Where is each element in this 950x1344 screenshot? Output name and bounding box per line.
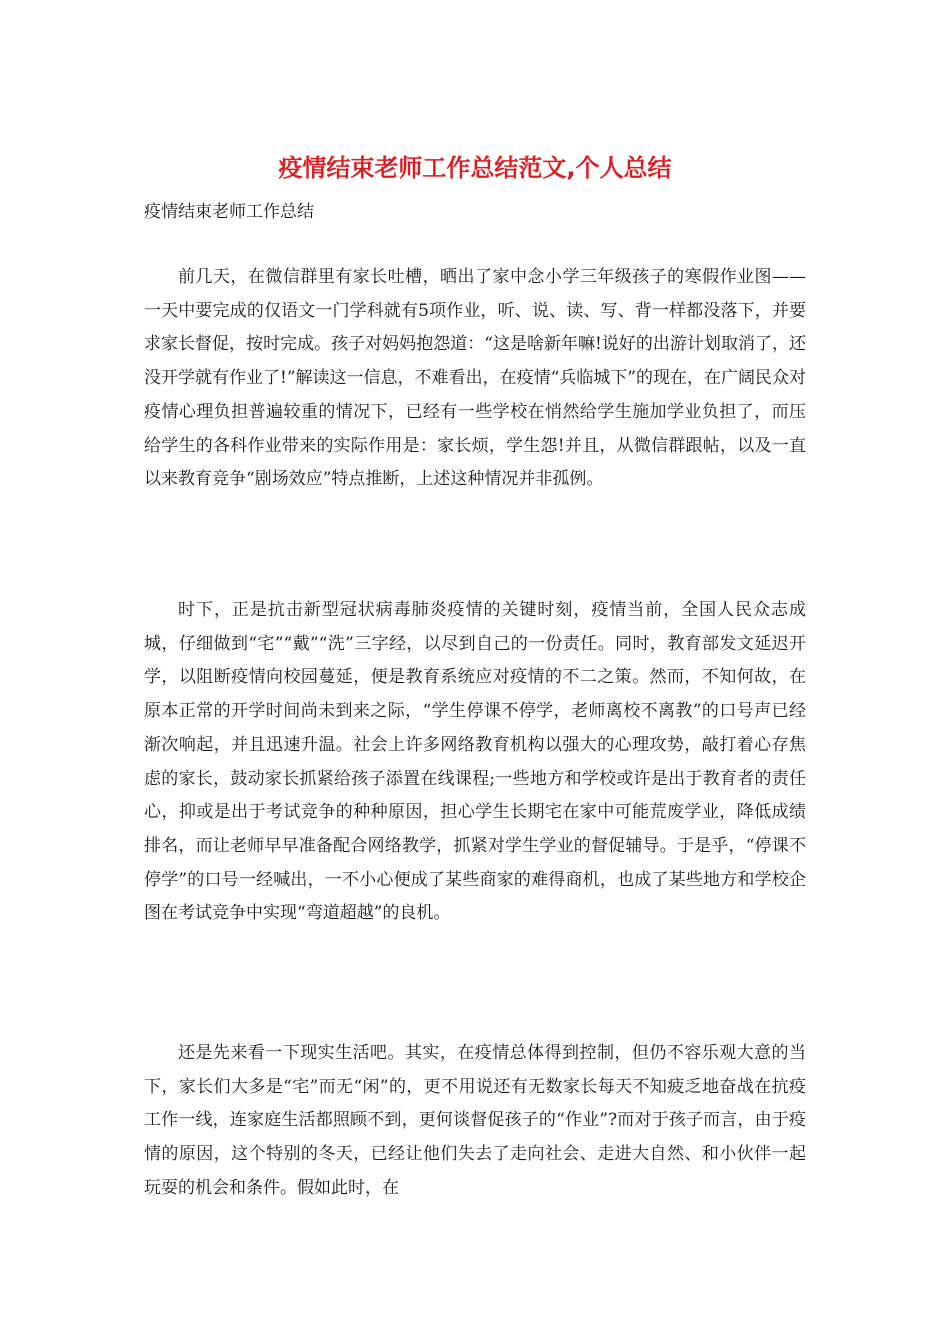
document-subtitle: 疫情结束老师工作总结 [144,202,314,222]
paragraph-2: 时下，正是抗击新型冠状病毒肺炎疫情的关键时刻，疫情当前，全国人民众志成城，仔细做到“宅”“戴”“洗”三字经，以尽到自己的一份责任。同时，教育部发文延迟开学，以阻断疫情向校园蔓延，便是教育系统应对疫情的不二之策。然而，不知何故，在原本正常的开学时间尚未到来之际，“学生停课不停学，老师离校不离教”的口号声已经渐次响起，并且迅速升温。社会上许多网络教育机构以强大的心理攻势，敲打着心存焦虑的家长，鼓动家长抓紧给孩子添置在线课程;一些地方和学校或许是出于教育者的责任心，抑或是出于考试竞争的种种原因，担心学生长期宅在家中可能荒废学业，降低成绩排名，而让老师早早准备配合网络教学，抓紧对学生学业的督促辅导。于是乎，“停课不停学”的口号一经喊出，一不小心便成了某些商家的难得商机，也成了某些地方和学校企图在考试竞争中实现“弯道超越”的良机。 [144,600,806,924]
document-title: 疫情结束老师工作总结范文,个人总结 [278,154,672,182]
paragraph-3: 还是先来看一下现实生活吧。其实，在疫情总体得到控制，但仍不容乐观大意的当下，家长们大多是“宅”而无“闲”的，更不用说还有无数家长每天不知疲乏地奋战在抗疫工作一线，连家庭生活都照顾不到，更何谈督促孩子的“作业”?而对于孩子而言，由于疫情的原因，这个特别的冬天，已经让他们失去了走向社会、走进大自然、和小伙伴一起玩耍的机会和条件。假如此时，在 [144,1043,806,1198]
paragraph-1: 前几天，在微信群里有家长吐槽，晒出了家中念小学三年级孩子的寒假作业图——一天中要完成的仅语文一门学科就有5项作业，听、说、读、写、背一样都没落下，并要求家长督促，按时完成。孩子对妈妈抱怨道：“这是啥新年嘛!说好的出游计划取消了，还没开学就有作业了!”解读这一信息，不难看出，在疫情“兵临城下”的现在，在广阔民众对疫情心理负担普遍较重的情况下，已经有一些学校在悄然给学生施加学业负担了，而压给学生的各科作业带来的实际作用是：家长烦，学生怨!并且，从微信群跟帖，以及一直以来教育竞争“剧场效应”特点推断，上述这种情况并非孤例。 [144,267,806,490]
